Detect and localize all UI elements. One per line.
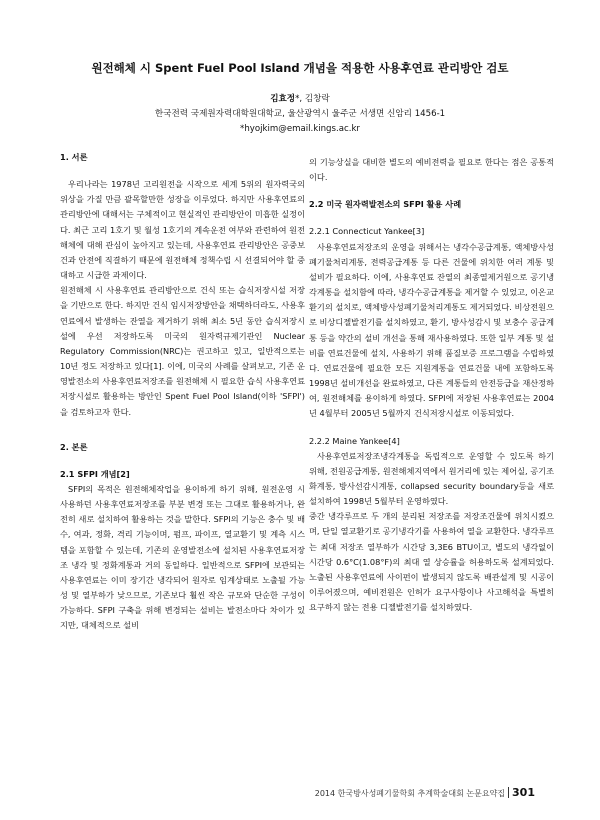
author-block <box>0 92 600 137</box>
subsection-heading-2-2-1: 2.2.1 Connecticut Yankee[3] <box>309 226 425 237</box>
co-author-names: *, 김창락 <box>295 94 330 104</box>
author-email: *hyojkim@email.kings.ac.kr <box>240 124 360 134</box>
intro-paragraph-2: 원전해체 시 사용후연료 관리방안으로 건식 또는 습식저장시설 저장을 기반으로 한다. 하지만 건식 임시저장방안을 채택하더라도, 사용후연료에서 발생하는 잔열을 제거하기 위해 최소 5년 동안 습식저장시설에 우선 저장하도록 미국의 원자력규제기관인 Nuclear Regulatory Commission(NRC)는 권고하고 있고, 일반적으로는 10년 정도 저장하고 있다[1]. 이에, 미국의 사례를 살펴보고, 기존 운영발전소의 사용후연료저장조를 원전해체 시 필요한 습식 사용후연료 저장시설로 활용하는 방안인 Spent Fuel Pool Island(이하 'SFPI')을 검토하고자 한다. <box>60 285 305 417</box>
author-affiliation: 한국전력 국제원자력대학원대학교, 울산광역시 울주군 서생면 신암리 1456-1 <box>154 109 446 119</box>
right-column <box>309 155 554 615</box>
section-heading-body: 2. 본론 <box>60 441 88 452</box>
subsection-heading-2-2: 2.2 미국 원자력발전소의 SFPI 활용 사례 <box>309 199 462 210</box>
sfpi-concept-paragraph: SFPI의 목적은 원전해체작업을 용이하게 하기 위해, 원전운영 시 사용하던 사용후연료저장조를 부분 변경 또는 그대로 활용하거나, 완전히 새로 설치하여 활용하는 것을 말한다. SFPI의 기능은 충수 및 배수, 여과, 정화, 격리 기능이며, 펌프, 파이프, 열교환기 및 계측 시스템을 포함할 수 있는데, 기존의 운영발전소에 설치된 사용후연료저장조 냉각 및 정화계통과 거의 동일하다. 일반적으로 SFPI에 보관되는 사용후연료는 이미 장기간 냉각되어 원자로 임계상태로 노출될 가능성 및 열부하가 낮으므로, 기존보다 훨씬 작은 규모와 단순한 구성이 가능하다. SFPI 구축을 위해 변경되는 설비는 발전소마다 차이가 있지만, 대체적으로 설비 <box>60 483 305 631</box>
main-author-name: 김효정 <box>270 94 296 104</box>
subsection-heading-2-2-2: 2.2.2 Maine Yankee[4] <box>309 435 400 446</box>
footer-divider <box>508 787 509 798</box>
page-footer <box>315 786 535 799</box>
section-heading-introduction: 1. 서론 <box>60 152 88 162</box>
intro-paragraph-1: 우리나라는 1978년 고리원전을 시작으로 세계 5위의 원자력국의 위상을 가질 만큼 괄목할만한 성장을 이루었다. 하지만 사용후연료의 관리방안에 대해서는 구체적이고 현실적인 관리방안이 미흡한 실정이다. 최근 고리 1호기 및 월성 1호기의 계속운전 여부와 관련하여 원전 해체에 대해 관심이 높아지고 있는데, 사용후연료 관리방안은 공중보건과 안전에 직결하기 때문에 원전해체 정책수립 시 선결되어야 할 중대하고 시급한 과제이다. <box>60 179 305 281</box>
subsection-heading-2-1: 2.1 SFPI 개념[2] <box>60 468 130 479</box>
maine-yankee-paragraph-1: 사용후연료저장조냉각계통을 독립적으로 운영할 수 있도록 하기 위해, 전원공급계통, 원전해체지역에서 원거리에 있는 제어실, 공기조화계통, 방사선감시계통, collapsed security boundary등을 새로 설치하여 1998년 5월부터 운영하였다. <box>309 450 554 507</box>
connecticut-yankee-paragraph: 사용후연료저장조의 운영을 위해서는 냉각수공급계통, 액체방사성폐기물처리계통, 전력공급계통 등 다른 건물에 위치한 여러 계통 및 설비가 필요하다. 이에, 사용후연료 잔열의 최종열제거원으로 공기냉각계통을 설치함에 따라, 냉각수공급계통을 제거할 수 있었고, 이온교환기의 설치로, 액체방사성폐기물처리계통도 제거되었다. 비상전원으로 비상디젤발전기를 설치하였고, 환기, 방사성감시 및 보충수 공급계통 등을 약간의 설비 개선을 통해 재사용하였다. 또한 일부 계통 및 설비를 연료건물에 설치, 사용하기 위해 품질보증 프로그램을 수립하였다. 연료건물에 필요한 모든 지원계통을 연료건물 내에 포함하도록 1998년 설비개선을 완료하였고, 다른 계통들의 안전등급을 재산정하여, 원전해체를 용이하게 하였다. SFPI에 저장된 사용후연료는 2004년 4월부터 2005년 5월까지 건식저장시설로 이동되었다. <box>309 241 554 419</box>
page-number: 301 <box>512 786 535 799</box>
conference-name: 2014 한국방사성폐기물학회 추계학술대회 논문요약집 <box>314 789 506 798</box>
continued-paragraph: 의 기능상실을 대비한 별도의 예비전력을 필요로 한다는 점은 공통적이다. <box>309 157 554 183</box>
paper-title: 원전해체 시 Spent Fuel Pool Island 개념을 적용한 사용후연료 관리방안 검토 <box>91 61 509 75</box>
maine-yankee-paragraph-2: 중간 냉각루프로 두 개의 분리된 저장조를 저장조건물에 위치시켰으며, 단일 열교환기로 공기냉각기를 사용하여 열을 교환한다. 냉각루프는 최대 저장조 열부하가 시간당 3,3E6 BTU이고, 별도의 냉각없이 시간당 0.6°C(1.08°F)의 최대 열 상승률을 허용하도록 설계되었다. 노출된 사용후연료에 사이펀이 발생되지 않도록 배관설계 및 시공이 이루어졌으며, 예비전원은 인허가 요구사항이나 사고해석을 특별히 요구하지 않는 전용 디젤발전기를 설치하였다. <box>309 511 554 613</box>
author-names <box>0 92 600 107</box>
left-column <box>60 150 305 634</box>
